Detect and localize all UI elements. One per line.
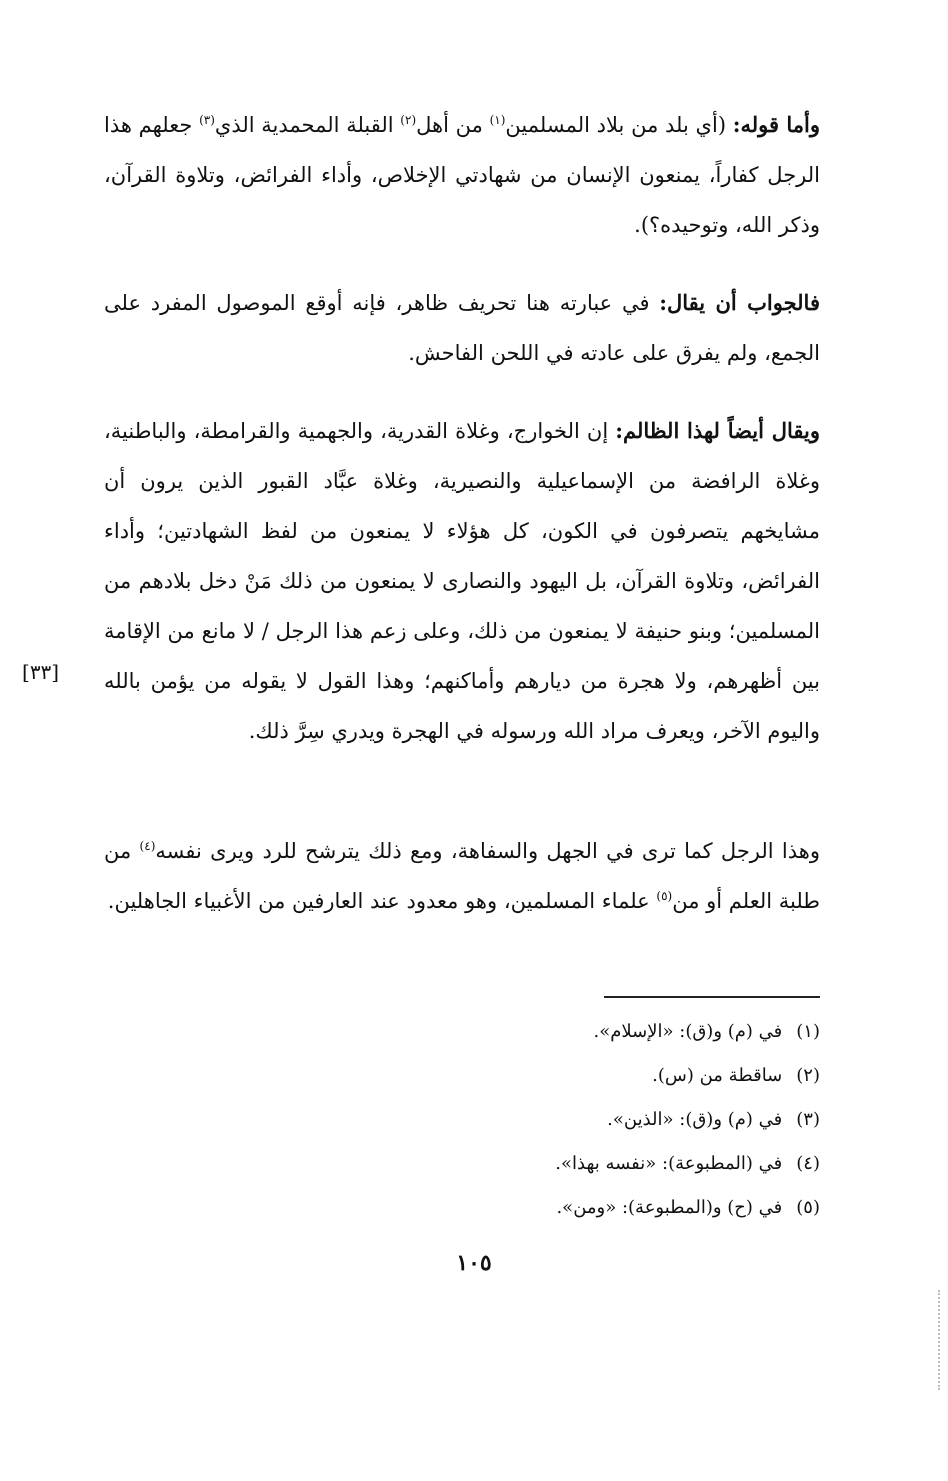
footnote-text: ساقطة من (س).	[652, 1065, 783, 1086]
footnote-number: (٣)	[796, 1109, 820, 1130]
footnote-item	[104, 1142, 820, 1186]
paragraph-lead: فالجواب أن يقال:	[659, 290, 820, 315]
paragraph-text: جعلهم هذا الرجل كفاراً، يمنعون الإنسان من شهادتي الإخلاص، وأداء الفرائض، وتلاوة القرآن، وذكر الله، وتوحيده؟).	[104, 113, 820, 237]
footnote-text: في (المطبوعة): «نفسه بهذا».	[555, 1153, 783, 1174]
footnote-number: (٢)	[796, 1065, 820, 1086]
scan-edge-dots	[938, 1290, 942, 1390]
footnote-item	[104, 1054, 820, 1098]
footnote-text: في (ح) و(المطبوعة): «ومن».	[556, 1197, 783, 1218]
footnote-ref[interactable]: (١)	[489, 113, 506, 127]
footnote-ref[interactable]: (٤)	[139, 839, 156, 853]
footnote-number: (٥)	[796, 1197, 820, 1218]
paragraph-text: إن الخوارج، وغلاة القدرية، والجهمية والقرامطة، والباطنية، وغلاة الرافضة من الإسماعيلية والنصيرية، وغلاة عبَّاد القبور الذين يرون أن مشايخهم يتصرفون في الكون، كل هؤلاء لا يمنعون من لفظ الشهادتين؛ وأداء الفرائض، وتلاوة القرآن، بل اليهود والنصارى لا يمنعون من ذلك مَنْ دخل بلادهم من المسلمين؛ وبنو حنيفة لا يمنعون من ذلك، وعلى زعم هذا الرجل / لا مانع من الإقامة بين أظهرهم، ولا هجرة من ديارهم وأماكنهم؛ وهذا القول لا يقوله من يؤمن بالله واليوم الآخر، ويعرف مراد الله ورسوله في الهجرة ويدري سِرَّ ذلك.	[104, 419, 820, 743]
footnote-ref[interactable]: (٥)	[656, 889, 673, 903]
footnote-divider	[604, 996, 820, 998]
paragraph-1	[104, 100, 820, 250]
paragraph-text: علماء المسلمين، وهو معدود عند العارفين من الأغبياء الجاهلين.	[107, 889, 657, 913]
paragraph-lead: ويقال أيضاً لهذا الظالم:	[615, 418, 820, 443]
paragraph-3	[104, 406, 820, 756]
paragraph-text: في عبارته هنا تحريف ظاهر، فإنه أوقع الموصول المفرد على الجمع، ولم يفرق على عادته في اللحن الفاحش.	[104, 291, 820, 365]
paragraph-text: من أهل	[416, 113, 490, 137]
footnote-text: في (م) و(ق): «الإسلام».	[593, 1021, 783, 1042]
paragraph-4	[104, 826, 820, 926]
paragraph-text: وهذا الرجل كما ترى في الجهل والسفاهة، ومع ذلك يترشح للرد ويرى نفسه	[155, 839, 820, 863]
page-number: ١٠٥	[456, 1250, 492, 1276]
footnote-item	[104, 1186, 820, 1230]
paragraph-text: (أي بلد من بلاد المسلمين	[505, 113, 733, 137]
footnote-ref[interactable]: (٢)	[400, 113, 417, 127]
footnote-item	[104, 1010, 820, 1054]
footnote-ref[interactable]: (٣)	[199, 113, 215, 127]
paragraph-text: من طلبة العلم أو من	[104, 839, 820, 913]
margin-page-marker: [٣٣]	[22, 660, 60, 684]
footnote-number: (١)	[796, 1021, 820, 1042]
footnote-item	[104, 1098, 820, 1142]
footnote-number: (٤)	[796, 1153, 820, 1174]
footnotes	[104, 1010, 820, 1230]
paragraph-lead: وأما قوله:	[732, 112, 820, 137]
paragraph-text: القبلة المحمدية الذي	[214, 113, 401, 137]
paragraph-2	[104, 278, 820, 378]
footnote-text: في (م) و(ق): «الذين».	[607, 1109, 783, 1130]
